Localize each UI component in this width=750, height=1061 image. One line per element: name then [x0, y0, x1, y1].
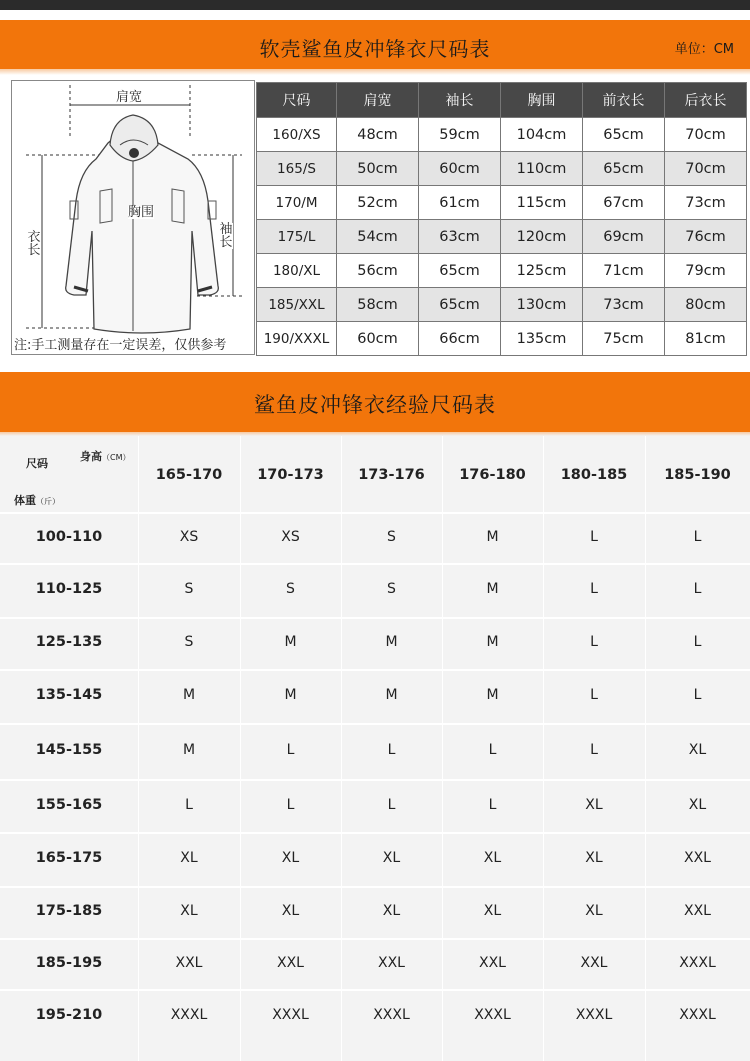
- corner-height-label: 身高（CM）: [80, 450, 131, 463]
- height-column-header: 165-170: [155, 467, 223, 483]
- size-code-cell: 190/XXXL: [257, 322, 337, 356]
- corner-size-label: 尺码: [26, 457, 48, 470]
- recommended-size-cell: L: [387, 796, 396, 813]
- recommended-size-cell: L: [387, 742, 396, 758]
- recommended-size-cell: XL: [483, 850, 502, 866]
- chest-label: 胸围: [128, 205, 155, 220]
- weight-row-header: 185-195: [35, 954, 103, 971]
- recommended-size-cell: L: [590, 634, 598, 650]
- size-value-cell: 65cm: [583, 118, 665, 152]
- recommended-size-cell: XXL: [684, 903, 711, 919]
- recommended-size-cell: M: [284, 634, 297, 650]
- measurement-note: 注:手工测量存在一定误差，仅供参考: [14, 338, 227, 353]
- size-value-cell: 75cm: [583, 322, 665, 356]
- recommended-size-cell: L: [185, 796, 193, 813]
- weight-row-header: 100-110: [35, 528, 103, 545]
- size-table-row: [257, 186, 747, 220]
- size-value-cell: 60cm: [337, 322, 419, 356]
- recommended-size-cell: XL: [281, 903, 300, 919]
- recommended-size-cell: S: [184, 634, 194, 650]
- size-table-row: [257, 254, 747, 288]
- recommended-size-cell: S: [184, 581, 194, 597]
- size-table: [256, 82, 747, 356]
- size-table-col-header: 前衣长: [583, 83, 665, 118]
- height-column-header: 180-185: [560, 467, 628, 483]
- size-value-cell: 79cm: [665, 254, 747, 288]
- size-table-row: [257, 322, 747, 356]
- unit-label: 单位：CM: [674, 42, 734, 57]
- size-code-cell: 180/XL: [257, 254, 337, 288]
- length-label: 衣长: [27, 230, 41, 258]
- top-dark-strip: [0, 0, 750, 10]
- size-value-cell: 73cm: [583, 288, 665, 322]
- recommended-size-cell: M: [284, 687, 297, 703]
- sleeve-label: 袖长: [219, 222, 233, 250]
- recommended-size-cell: L: [693, 634, 702, 650]
- size-value-cell: 110cm: [501, 152, 583, 186]
- size-value-cell: 61cm: [419, 186, 501, 220]
- recommended-size-cell: M: [486, 687, 499, 703]
- recommended-size-cell: XL: [180, 903, 198, 919]
- size-value-cell: 48cm: [337, 118, 419, 152]
- height-column-header: 185-190: [664, 467, 731, 483]
- weight-row-header: 165-175: [35, 850, 103, 866]
- height-column-header: 176-180: [459, 467, 526, 483]
- size-value-cell: 115cm: [501, 186, 583, 220]
- recommended-size-cell: XXXL: [170, 1007, 208, 1023]
- size-value-cell: 135cm: [501, 322, 583, 356]
- experience-chart-title: 鲨鱼皮冲锋衣经验尺码表: [254, 393, 496, 417]
- shoulder-width-label: 肩宽: [116, 90, 143, 105]
- size-value-cell: 50cm: [337, 152, 419, 186]
- recommended-size-cell: XXXL: [679, 954, 716, 971]
- recommended-size-cell: XXL: [175, 954, 203, 971]
- recommended-size-cell: M: [385, 687, 398, 703]
- size-code-cell: 165/S: [257, 152, 337, 186]
- size-table-header: [257, 83, 747, 118]
- recommended-size-cell: XL: [281, 850, 300, 866]
- size-code-cell: 160/XS: [257, 118, 337, 152]
- recommended-size-cell: XXXL: [474, 1007, 511, 1023]
- size-value-cell: 130cm: [501, 288, 583, 322]
- size-value-cell: 52cm: [337, 186, 419, 220]
- weight-row-header: 145-155: [35, 742, 103, 758]
- recommended-size-cell: XS: [179, 528, 199, 545]
- recommended-size-cell: XL: [585, 903, 603, 919]
- weight-row-header: 135-145: [35, 687, 103, 703]
- recommended-size-cell: XXXL: [272, 1007, 309, 1023]
- recommended-size-cell: XL: [585, 796, 603, 813]
- size-value-cell: 69cm: [583, 220, 665, 254]
- height-column-header: 173-176: [358, 467, 425, 483]
- weight-row-header: 155-165: [35, 796, 103, 813]
- size-value-cell: 71cm: [583, 254, 665, 288]
- size-code-cell: 185/XXL: [257, 288, 337, 322]
- recommended-size-cell: L: [488, 742, 497, 758]
- recommended-size-cell: XXXL: [679, 1007, 716, 1023]
- size-chart-title: 软壳鲨鱼皮冲锋衣尺码表: [259, 37, 491, 61]
- size-chart-banner: [0, 20, 750, 69]
- recommended-size-cell: XL: [585, 850, 603, 866]
- recommended-size-cell: L: [693, 581, 702, 597]
- recommended-size-cell: XL: [382, 850, 401, 866]
- size-value-cell: 59cm: [419, 118, 501, 152]
- weight-row-header: 175-185: [35, 903, 103, 919]
- size-value-cell: 67cm: [583, 186, 665, 220]
- recommended-size-cell: L: [590, 581, 598, 597]
- recommended-size-cell: XL: [382, 903, 401, 919]
- recommended-size-cell: XS: [281, 528, 300, 545]
- recommended-size-cell: L: [590, 687, 598, 703]
- experience-size-grid: [0, 436, 750, 1061]
- size-value-cell: 70cm: [665, 152, 747, 186]
- recommended-size-cell: XL: [688, 742, 707, 758]
- size-value-cell: 125cm: [501, 254, 583, 288]
- recommended-size-cell: L: [286, 742, 295, 758]
- recommended-size-cell: M: [182, 687, 196, 703]
- weight-row-header: 125-135: [35, 634, 103, 650]
- size-value-cell: 76cm: [665, 220, 747, 254]
- recommended-size-cell: S: [387, 581, 396, 597]
- recommended-size-cell: M: [486, 581, 499, 597]
- size-value-cell: 65cm: [419, 288, 501, 322]
- recommended-size-cell: M: [385, 634, 398, 650]
- size-table-row: [257, 152, 747, 186]
- recommended-size-cell: S: [286, 581, 295, 597]
- recommended-size-cell: L: [693, 687, 702, 703]
- height-column-header: 170-173: [257, 467, 324, 483]
- grid-corner-header: [0, 436, 138, 512]
- recommended-size-cell: M: [486, 528, 499, 545]
- size-value-cell: 58cm: [337, 288, 419, 322]
- recommended-size-cell: XXL: [684, 850, 711, 866]
- recommended-size-cell: XL: [688, 796, 707, 813]
- size-value-cell: 65cm: [419, 254, 501, 288]
- jacket-measurement-diagram: [11, 80, 255, 355]
- recommended-size-cell: XL: [180, 850, 198, 866]
- size-value-cell: 63cm: [419, 220, 501, 254]
- recommended-size-cell: L: [286, 796, 295, 813]
- recommended-size-cell: M: [182, 742, 196, 758]
- size-value-cell: 80cm: [665, 288, 747, 322]
- recommended-size-cell: XXL: [277, 954, 304, 971]
- experience-chart-banner: [0, 372, 750, 432]
- recommended-size-cell: L: [488, 796, 497, 813]
- size-value-cell: 120cm: [501, 220, 583, 254]
- size-table-col-header: 肩宽: [337, 83, 419, 118]
- size-value-cell: 60cm: [419, 152, 501, 186]
- weight-row-header: 195-210: [35, 1007, 103, 1023]
- size-table-col-header: 袖长: [419, 83, 501, 118]
- recommended-size-cell: L: [590, 528, 598, 545]
- size-table-col-header: 胸围: [501, 83, 583, 118]
- size-code-cell: 175/L: [257, 220, 337, 254]
- size-table-col-header: 尺码: [257, 83, 337, 118]
- recommended-size-cell: S: [387, 528, 396, 545]
- recommended-size-cell: XXL: [378, 954, 405, 971]
- corner-weight-label: 体重（斤）: [14, 494, 60, 507]
- size-value-cell: 70cm: [665, 118, 747, 152]
- size-value-cell: 104cm: [501, 118, 583, 152]
- size-table-row: [257, 288, 747, 322]
- size-value-cell: 56cm: [337, 254, 419, 288]
- recommended-size-cell: L: [590, 742, 598, 758]
- recommended-size-cell: M: [486, 634, 499, 650]
- recommended-size-cell: XXL: [479, 954, 506, 971]
- size-value-cell: 81cm: [665, 322, 747, 356]
- size-value-cell: 66cm: [419, 322, 501, 356]
- size-value-cell: 65cm: [583, 152, 665, 186]
- recommended-size-cell: XL: [483, 903, 502, 919]
- recommended-size-cell: XXXL: [575, 1007, 613, 1023]
- size-table-row: [257, 220, 747, 254]
- recommended-size-cell: XXL: [580, 954, 608, 971]
- recommended-size-cell: L: [693, 528, 702, 545]
- recommended-size-cell: XXXL: [373, 1007, 410, 1023]
- weight-row-header: 110-125: [35, 581, 103, 597]
- size-code-cell: 170/M: [257, 186, 337, 220]
- size-table-row: [257, 118, 747, 152]
- size-value-cell: 73cm: [665, 186, 747, 220]
- size-value-cell: 54cm: [337, 220, 419, 254]
- size-table-col-header: 后衣长: [665, 83, 747, 118]
